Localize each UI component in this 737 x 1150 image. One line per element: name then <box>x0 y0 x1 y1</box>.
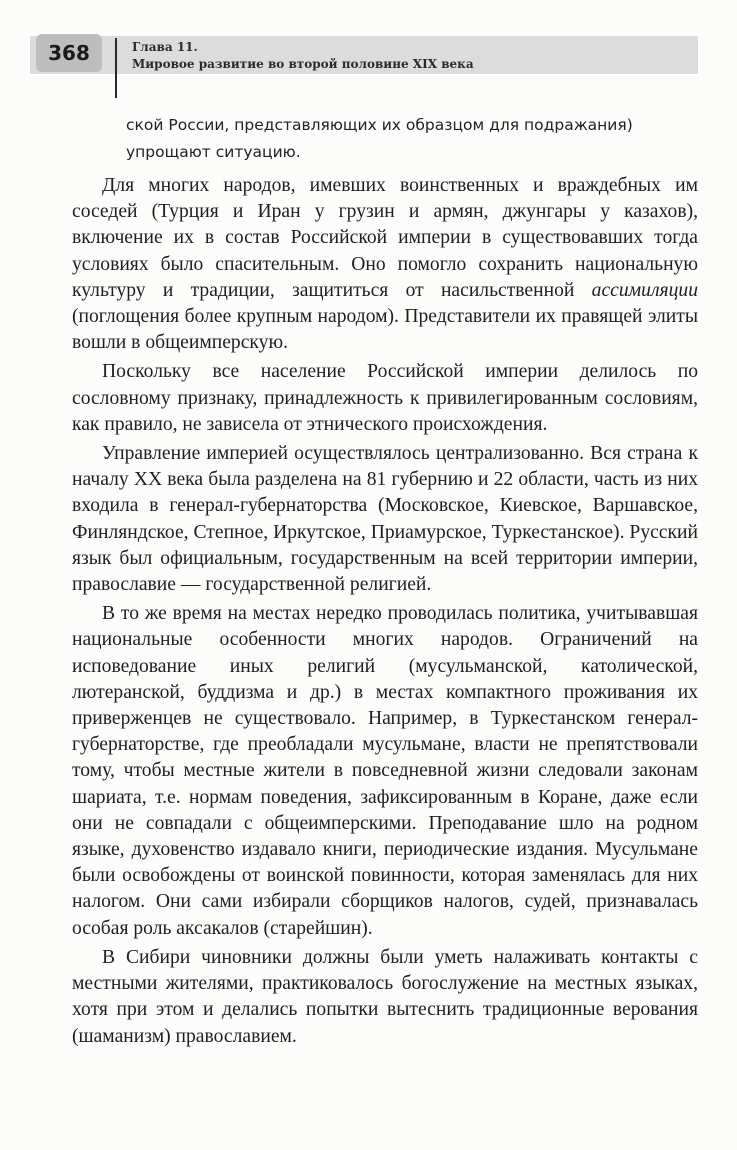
paragraph-5: В Сибири чиновники должны были уметь налаживать контакты с местными жителями, практиковалось богослужение на местных языках, хотя при этом и делались попытки вытеснить традиционные верования (шаманизм) православием. <box>72 946 698 1047</box>
paragraph-4: В то же время на местах нередко проводилась политика, учитывавшая национальные особенности многих народов. Ограничений на исповедование иных религий (мусульманской, католической, лютеранской, буддизма и др.) в местах компактного проживания их приверженцев не существовало. Например, в Туркестанском генерал-губернаторстве, где преобладали мусульмане, власти не препятствовали тому, чтобы местные жители в повседневной жизни следовали законам шариата, т.е. нормам поведения, зафиксированным в Коране, даже если они не совпадали с общеимперскими. Преподавание шло на родном языке, духовенство издавало книги, периодические издания. Мусульмане были освобождены от воинской повинности, которая заменялась для них налогом. Они сами избирали сборщиков налогов, судей, признавалась особая роль аксакалов (старейшин). <box>72 603 698 939</box>
chapter-title: Мировое развитие во второй половине XIX века <box>132 57 474 71</box>
main-text <box>72 173 698 1053</box>
term-assimilation: ассимиляции <box>591 279 698 301</box>
running-header <box>132 39 474 73</box>
paragraph-3: Управление империей осуществлялось централизованно. Вся страна к началу XX века была разделена на 81 губернию и 22 области, часть из них входила в генерал-губернаторства (Московское, Киевское, Варшавское, Финляндское, Степное, Иркутское, Приамурское, Туркестанское). Русский язык был официальным, государственным на всей территории империи, православие — государственной религией. <box>72 443 698 596</box>
page-number: 368 <box>36 34 102 72</box>
paragraph-1 <box>72 173 698 356</box>
intro-block <box>126 112 716 166</box>
header-divider <box>115 38 117 98</box>
chapter-label: Глава 11. <box>132 40 198 54</box>
paragraph-1-after: (поглощения более крупным народом). Представители их правящей элиты вошли в общеимперскую. <box>72 306 698 354</box>
paragraph-1-before: Для многих народов, имевших воинственных и враждебных им соседей (Турция и Иран у грузин и армян, джунгары у казахов), включение их в состав Российской империи в существовавших тогда условиях было спасительным. Оно помогло сохранить национальную культуру и традиции, защититься от насильственной <box>72 175 698 301</box>
intro-text: ской России, представляющих их образцом для подражания) упрощают ситуацию. <box>126 116 633 161</box>
paragraph-2: Поскольку все население Российской империи делилось по сословному признаку, принадлежность к привилегированным сословиям, как правило, не зависела от этнического происхождения. <box>72 361 698 435</box>
